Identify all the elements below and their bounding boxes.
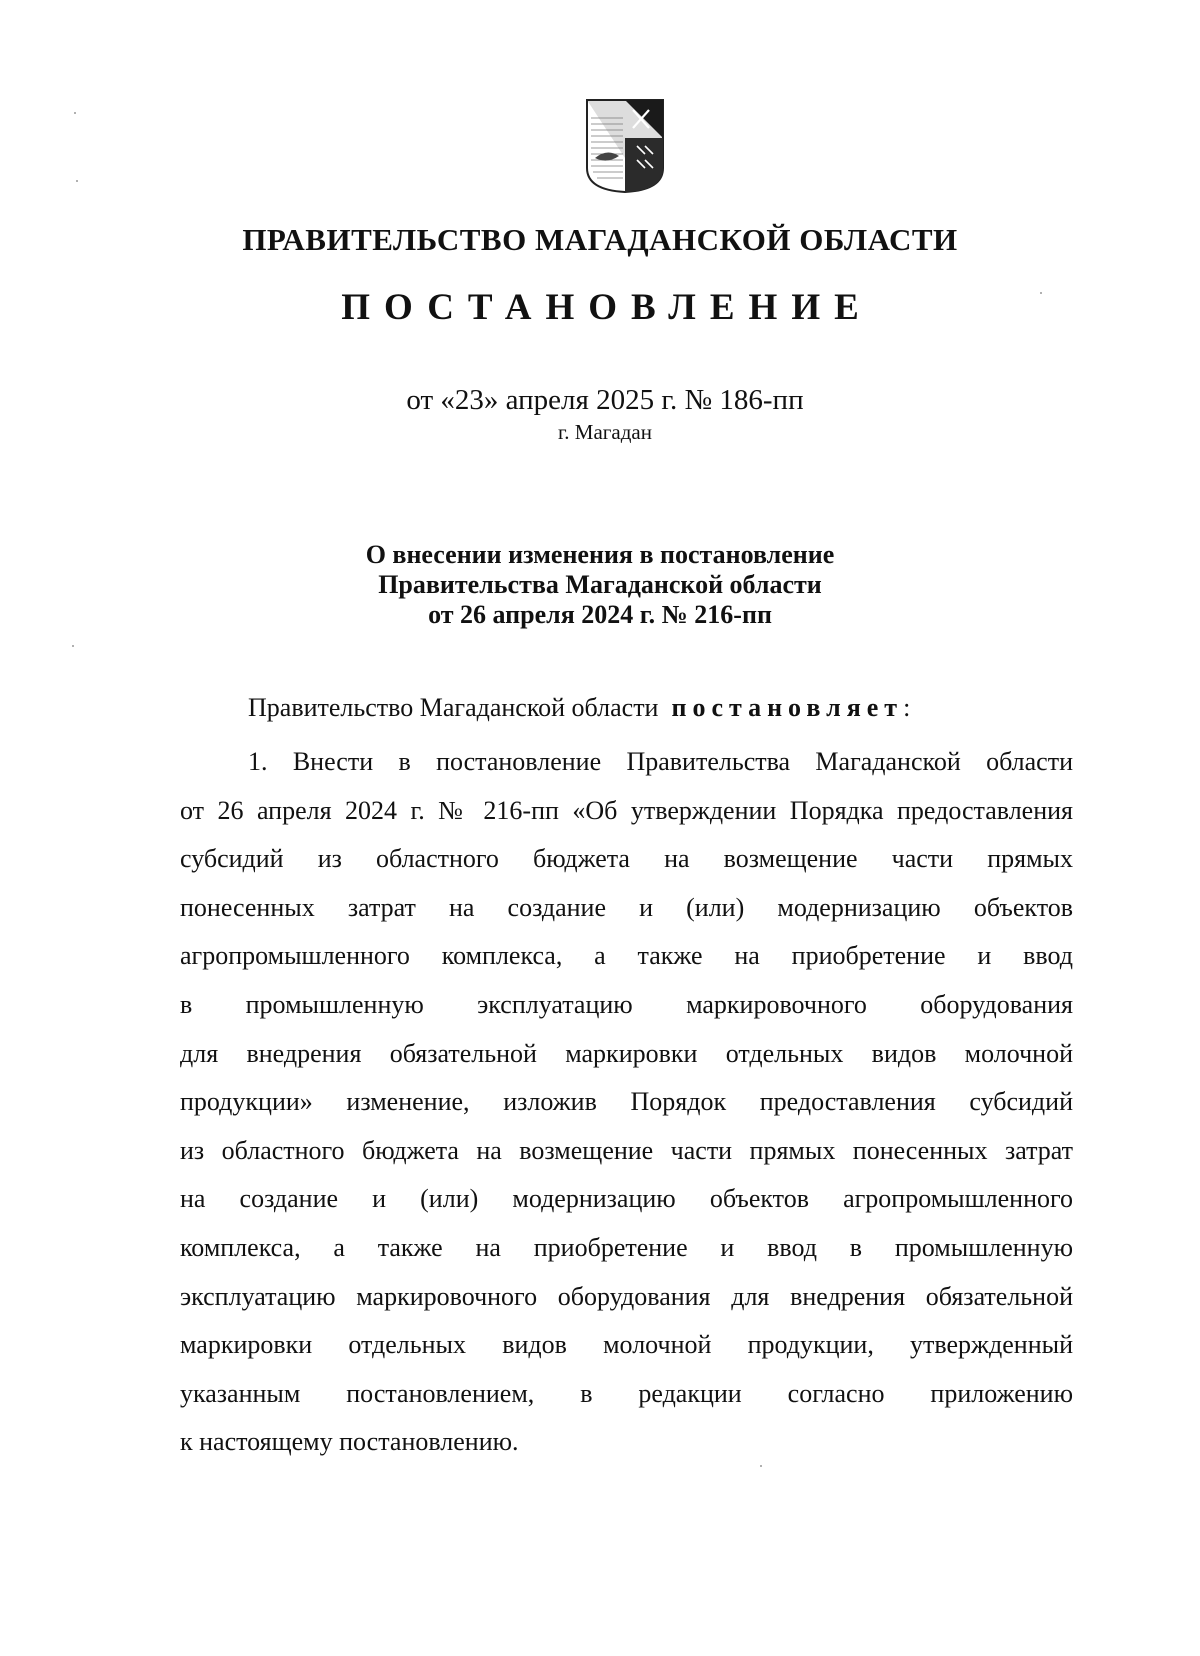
body-line: к настоящему постановлению.: [180, 1427, 519, 1457]
subject-line: О внесении изменения в постановление: [365, 540, 835, 569]
body-line: агропромышленного комплекса, а также на приобретение и ввод: [180, 941, 1073, 971]
document-subject: [0, 540, 1200, 630]
government-title: ПРАВИТЕЛЬСТВО МАГАДАНСКОЙ ОБЛАСТИ: [242, 222, 958, 257]
document-city: г. Магадан: [558, 420, 652, 444]
body-line: комплекса, а также на приобретение и ввод в промышленную: [180, 1232, 1073, 1262]
scan-speck: [760, 1465, 762, 1467]
body-line: субсидий из областного бюджета на возмещение части прямых: [180, 844, 1073, 874]
body-line: указанным постановлением, в редакции согласно приложению: [180, 1378, 1073, 1408]
resolution-body: [180, 738, 1073, 1467]
body-line: в промышленную эксплуатацию маркировочного оборудования: [180, 989, 1073, 1019]
preamble-verb: постановляет: [671, 693, 904, 722]
body-line: для внедрения обязательной маркировки отдельных видов молочной: [180, 1038, 1073, 1068]
subject-line: Правительства Магаданской области: [378, 570, 822, 599]
body-line: от 26 апреля 2024 г. № 216-пп «Об утверждении Порядка предоставления: [180, 795, 1073, 825]
subject-line: от 26 апреля 2024 г. № 216-пп: [428, 600, 772, 629]
body-line: из областного бюджета на возмещение части прямых понесенных затрат: [180, 1135, 1073, 1165]
body-line: продукции» изменение, изложив Порядок предоставления субсидий: [180, 1087, 1073, 1117]
body-line: эксплуатацию маркировочного оборудования для внедрения обязательной: [180, 1281, 1073, 1311]
document-type: ПОСТАНОВЛЕНИЕ: [341, 287, 873, 328]
preamble: [248, 693, 910, 723]
preamble-text: Правительство Магаданской области: [248, 693, 659, 722]
body-line: на создание и (или) модернизацию объектов агропромышленного: [180, 1184, 1073, 1214]
scan-speck: [74, 112, 76, 114]
scan-speck: [1040, 292, 1042, 294]
document-date-number: от «23» апреля 2025 г. № 186-пп: [406, 384, 804, 416]
preamble-colon: :: [903, 693, 911, 722]
body-line: 1. Внести в постановление Правительства Магаданской области: [248, 747, 1073, 776]
scan-speck: [76, 180, 78, 182]
coat-of-arms-emblem: [585, 98, 665, 194]
body-line: маркировки отдельных видов молочной продукции, утвержденный: [180, 1330, 1073, 1360]
coat-of-arms-icon: [585, 98, 665, 194]
scan-speck: [72, 645, 74, 647]
body-line: понесенных затрат на создание и (или) модернизацию объектов: [180, 892, 1073, 922]
